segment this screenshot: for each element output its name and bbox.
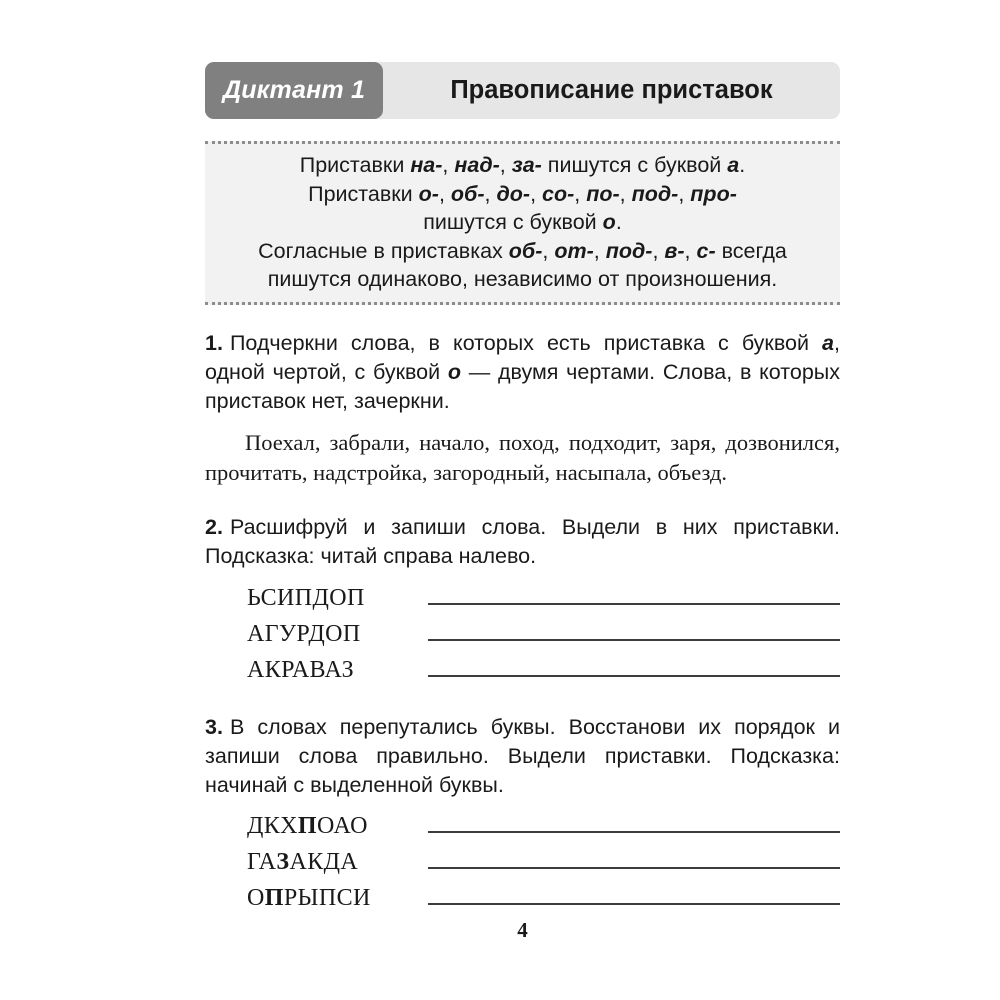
exercise-1 — [205, 329, 840, 489]
rule-text: пишутся с буквой — [541, 153, 728, 177]
rule-sep: , — [542, 238, 555, 263]
answer-row — [247, 653, 840, 689]
rule-sep: , — [499, 153, 512, 177]
scrambled-word: ЬСИПДОП — [247, 584, 365, 611]
prefix-pro: про- — [690, 181, 737, 206]
rule-text: Приставки — [299, 153, 411, 177]
exercise-1-number: 1. — [205, 330, 223, 355]
rule-text: пишутся с буквой — [423, 210, 603, 235]
exercise-3 — [205, 713, 840, 918]
prefix-do: до- — [496, 181, 531, 206]
answer-row — [247, 581, 840, 617]
prefix-po: по- — [586, 181, 620, 206]
rule-sep: , — [652, 238, 665, 263]
prefix-o: о- — [418, 181, 439, 206]
highlight-letter-o: о — [447, 359, 462, 384]
word-part-highlight: П — [264, 885, 284, 912]
prefix-s: с- — [696, 238, 716, 263]
answer-row — [247, 617, 840, 653]
rule-line-5: пишутся одинаково, независимо от произношения. — [267, 267, 778, 292]
answer-write-line[interactable] — [428, 845, 840, 869]
scrambled-word — [247, 813, 422, 840]
letter-a: а — [727, 153, 740, 177]
answer-write-line[interactable] — [428, 653, 840, 677]
word-part-pre: ГА — [247, 849, 277, 876]
word-part-post: АКДА — [289, 849, 359, 876]
prefix-ob: об- — [450, 181, 485, 206]
letter-o: о — [602, 210, 616, 235]
rule-line-1 — [211, 151, 834, 180]
dictation-badge — [205, 62, 383, 119]
rule-sep: , — [530, 181, 543, 206]
rule-sep: , — [619, 181, 632, 206]
exercise-3-answer-list — [205, 809, 840, 917]
prefix-pod-2: под- — [605, 238, 653, 263]
page-title: Правописание приставок — [450, 76, 773, 104]
answer-row — [247, 881, 840, 917]
rule-text: . — [739, 153, 746, 177]
prefix-v: в- — [664, 238, 685, 263]
answer-write-line[interactable] — [428, 581, 840, 605]
rule-line-3 — [211, 208, 834, 237]
answer-write-line[interactable] — [428, 809, 840, 833]
rule-sep: , — [484, 181, 497, 206]
rule-sep: , — [574, 181, 587, 206]
dictation-badge-label: Диктант 1 — [222, 76, 366, 104]
rule-sep: , — [593, 238, 606, 263]
rule-text: Согласные в приставках — [258, 238, 509, 263]
prefix-pod: под- — [631, 181, 679, 206]
prefix-na: на- — [410, 153, 443, 177]
exercise-3-prompt — [205, 713, 840, 800]
prompt-text: — двумя чертами. Слова, в которых приставок нет, зачеркни. — [205, 359, 840, 413]
prompt-text: Подчеркни слова, в которых есть приставка с буквой — [229, 330, 823, 355]
word-part-post: ОАО — [317, 813, 368, 840]
scrambled-word: АГУРДОП — [247, 620, 361, 647]
scrambled-word: АКРАВАЗ — [247, 656, 355, 683]
scrambled-word — [247, 849, 422, 876]
prompt-text: , одной чертой, с буквой — [205, 330, 840, 384]
rule-line-4 — [211, 237, 834, 266]
answer-write-line[interactable] — [428, 617, 840, 641]
exercise-3-number: 3. — [205, 714, 223, 739]
prefix-ot: от- — [554, 238, 594, 263]
rule-text: Приставки — [308, 181, 419, 206]
rule-line-2 — [211, 180, 834, 209]
prompt-text: В словах перепутались буквы. Восстанови их порядок и запиши слова правильно. Выдели приставки. Подсказка: начинай с выделенной буквы. — [205, 714, 840, 797]
prefix-nad: над- — [454, 153, 500, 177]
answer-write-line[interactable] — [428, 881, 840, 905]
rule-text: всегда — [715, 238, 787, 263]
scrambled-word — [247, 885, 422, 912]
exercise-2 — [205, 513, 840, 689]
rule-sep: , — [438, 181, 451, 206]
word-part-post: РЫПСИ — [283, 885, 371, 912]
prefix-ob-2: об- — [508, 238, 543, 263]
exercise-1-prompt — [205, 329, 840, 416]
dictation-header — [205, 62, 840, 119]
word-part-highlight: З — [276, 849, 290, 876]
page-content — [205, 62, 840, 942]
rule-sep: , — [442, 153, 455, 177]
rule-sep: , — [678, 181, 691, 206]
word-part-highlight: П — [297, 813, 317, 840]
prefix-za: за- — [511, 153, 542, 177]
rule-box — [205, 141, 840, 305]
exercise-2-prompt — [205, 513, 840, 571]
exercise-2-answer-list — [205, 581, 840, 689]
rule-sep: , — [684, 238, 697, 263]
answer-row — [247, 845, 840, 881]
highlight-letter-a: а — [822, 330, 835, 355]
prompt-text: Расшифруй и запиши слова. Выдели в них приставки. Подсказка: читай справа налево. — [205, 514, 840, 568]
prefix-so: со- — [542, 181, 575, 206]
exercise-1-word-pool: Поехал, забрали, начало, поход, подходит, заря, дозвонился, прочитать, надстройка, загородный, насыпала, объезд. — [205, 429, 840, 486]
page-number: 4 — [517, 918, 528, 942]
word-part-pre: ДКХ — [247, 813, 298, 840]
rule-text: . — [615, 210, 622, 235]
exercise-2-number: 2. — [205, 514, 223, 539]
word-part-pre: О — [247, 885, 265, 912]
answer-row — [247, 809, 840, 845]
